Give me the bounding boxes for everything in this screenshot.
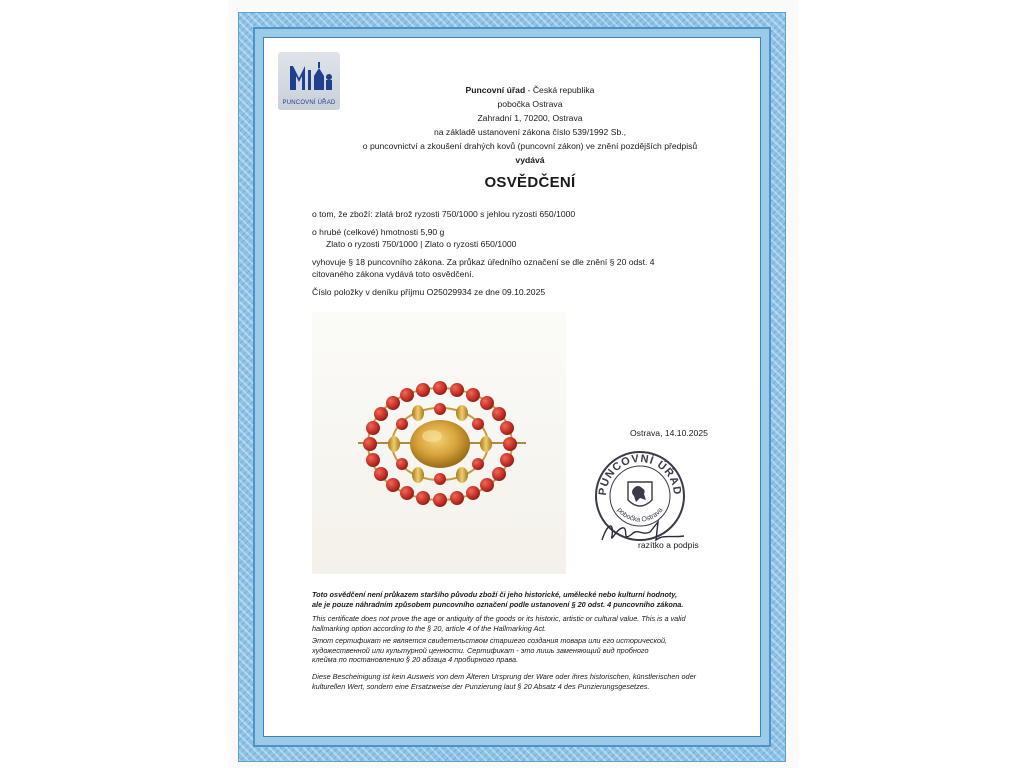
disclaimer-german-line: Diese Bescheinigung ist kein Ausweis von dem Älteren Ursprung der Ware oder ihres historischen, künstlerischen oder (312, 672, 697, 681)
disclaimer-russian (312, 636, 742, 665)
office-name: Puncovní úřad (465, 85, 526, 95)
item-number: Číslo položky v deníku příjmu O25029934 ze dne 09.10.2025 (312, 287, 546, 297)
compliance-statement: vyhovuje § 18 puncovního zákona. Za průkaz úředního označení se dle znění § 20 odst. 4 (312, 257, 655, 267)
certificate-header (300, 83, 760, 167)
disclaimer-english-line: hallmarking option according to the § 20, article 4 of the Hallmarking Act. (312, 623, 547, 633)
branch: pobočka Ostrava (497, 99, 563, 109)
place-and-date: Ostrava, 14.10.2025 (630, 428, 708, 438)
logo-label: PUNCOVNÍ ÚŘAD (282, 100, 336, 106)
certificate-title: OSVĚDČENÍ (484, 174, 576, 191)
stamp-text-bottom: pobočka Ostrava (615, 506, 665, 524)
disclaimer-russian-line: Этот сертификат не является свидетельством старшего создания товара или его исторической, (312, 636, 668, 645)
goods-description: o tom, že zboží: zlatá brož ryzosti 750/1000 s jehlou ryzosti 650/1000 (312, 209, 576, 219)
disclaimer-russian-line: художественной или культурной ценности. Сертификат - это лишь заменяющий вид пробного (312, 645, 649, 655)
disclaimer-russian-line: клейма по постановлению § 20 абзаца 4 пробирного права. (312, 655, 519, 664)
disclaimer-czech-line: ale je pouze náhradním způsobem puncovního označení podle ustanovení § 20 odst. 4 puncovního zákona. (312, 599, 684, 609)
disclaimer-czech-line: Toto osvědčení není průkazem staršího původu zboží či jeho historické, umělecké nebo kulturní hodnoty, (312, 590, 678, 599)
stamp-text-top: PUNCOVNÍ ÚŘAD (596, 452, 684, 497)
disclaimer-german (312, 672, 742, 691)
czech-lion-emblem-icon (628, 482, 652, 506)
law-reference: na základě ustanovení zákona číslo 539/1992 Sb., (433, 127, 627, 137)
brooch-image (312, 312, 566, 574)
compliance-statement-cont: citovaného zákona vydává toto osvědčení. (312, 269, 474, 279)
disclaimer-english-line: This certificate does not prove the age or antiquity of the goods or its historic, artistic or cultural value. This is a valid (312, 614, 686, 623)
gold-coral-brooch-photo (312, 312, 566, 574)
disclaimer-czech (312, 590, 742, 609)
issues-label: vydává (515, 155, 545, 165)
gross-weight: o hrubé (celkové) hmotnosti 5,90 g (312, 227, 445, 237)
country: - Česká republika (527, 85, 595, 95)
office-line (300, 83, 760, 97)
disclaimer-german-line: kulturellen Wert, sondern eine Ersatzweise der Punzierung laut § 20 Absatz 4 des Punzierungsgesetzes. (312, 681, 650, 691)
disclaimer-english (312, 614, 742, 633)
address: Zahradní 1, 70200, Ostrava (477, 113, 583, 123)
fineness: Zlato o ryzosti 750/1000 | Zlato o ryzosti 650/1000 (326, 239, 517, 249)
law-title: o puncovnictví a zkoušení drahých kovů (puncovní zákon) ve znění pozdějších předpisů (362, 141, 698, 151)
stamp-caption: razítko a podpis (638, 540, 699, 550)
